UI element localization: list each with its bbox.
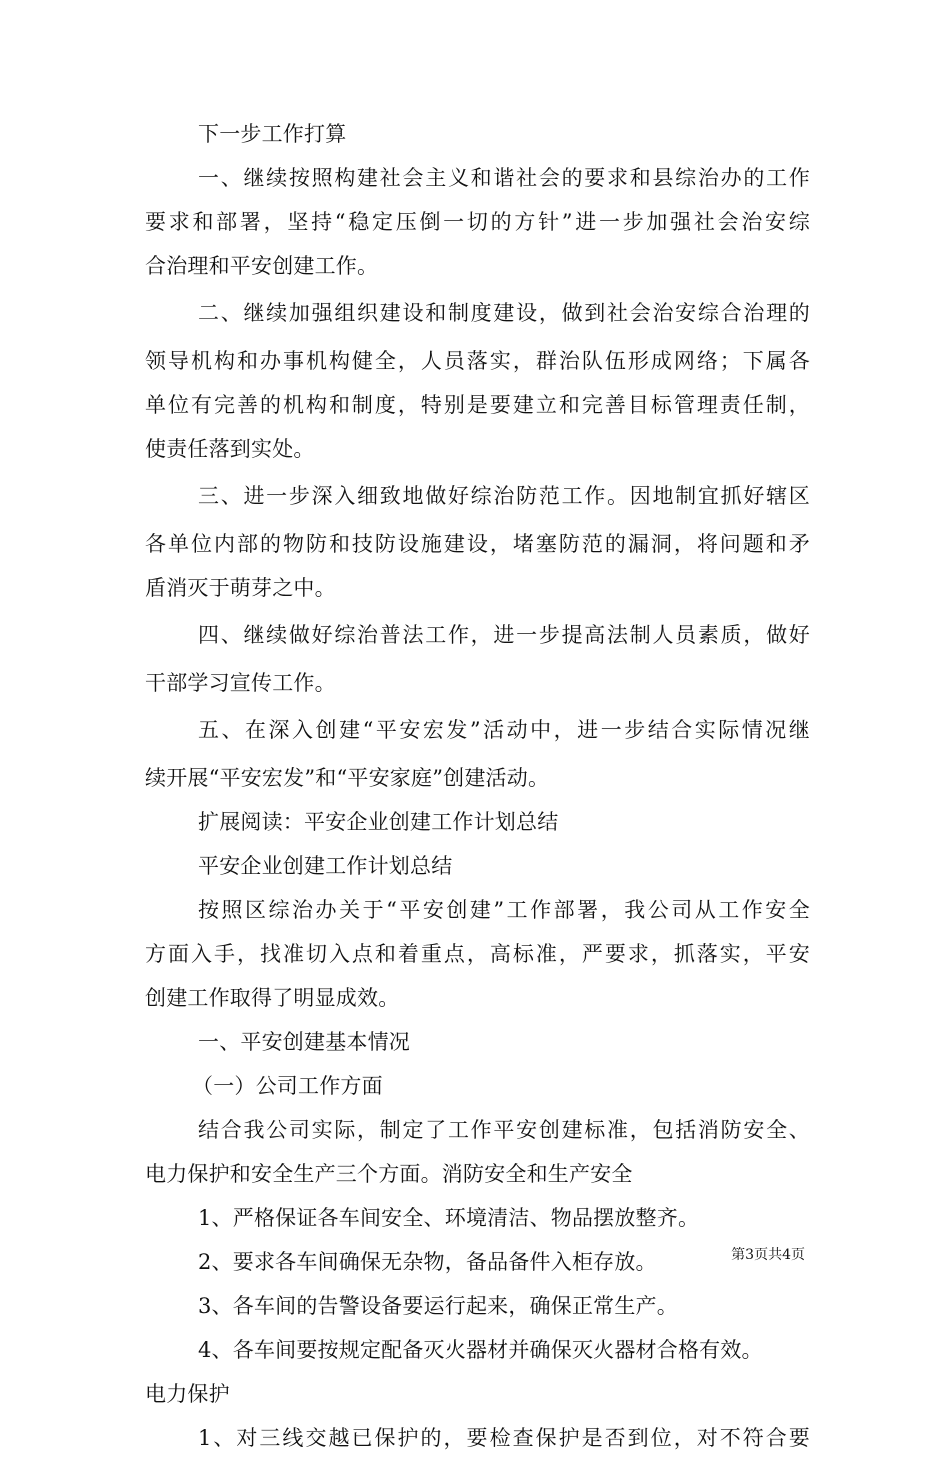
paragraph-line: 干部学习宣传工作。 xyxy=(145,671,336,695)
paragraph-line: 电力保护和安全生产三个方面。消防安全和生产安全 xyxy=(145,1162,633,1186)
list-item: 1、对三线交越已保护的，要检查保护是否到位，对不符合要 xyxy=(198,1426,810,1450)
paragraph-line: 一、继续按照构建社会主义和谐社会的要求和县综治办的工作 xyxy=(198,166,810,190)
paragraph-line: 按照区综治办关于“平安创建”工作部署，我公司从工作安全 xyxy=(198,898,810,922)
subsection-heading: （一）公司工作方面 xyxy=(192,1074,383,1098)
paragraph-line: 合治理和平安创建工作。 xyxy=(145,254,379,278)
paragraph-line: 单位有完善的机构和制度，特别是要建立和完善目标管理责任制， xyxy=(145,393,810,417)
paragraph-line: 使责任落到实处。 xyxy=(145,437,315,461)
paragraph-line: 领导机构和办事机构健全，人员落实，群治队伍形成网络；下属各 xyxy=(145,349,810,373)
paragraph-line: 创建工作取得了明显成效。 xyxy=(145,986,400,1010)
section-heading: 下一步工作打算 xyxy=(198,122,347,146)
list-item: 1、严格保证各车间安全、环境清洁、物品摆放整齐。 xyxy=(198,1206,700,1230)
list-item: 3、各车间的告警设备要运行起来，确保正常生产。 xyxy=(198,1294,678,1318)
extended-reading-heading: 扩展阅读：平安企业创建工作计划总结 xyxy=(198,810,559,834)
list-item: 2、要求各车间确保无杂物，备品备件入柜存放。 xyxy=(198,1250,657,1274)
paragraph-line: 二、继续加强组织建设和制度建设，做到社会治安综合治理的 xyxy=(198,301,810,325)
paragraph-line: 五、在深入创建“平安宏发”活动中，进一步结合实际情况继 xyxy=(198,718,810,742)
section-title: 平安企业创建工作计划总结 xyxy=(198,854,453,878)
list-item: 4、各车间要按规定配备灭火器材并确保灭火器材合格有效。 xyxy=(198,1338,763,1362)
paragraph-line: 结合我公司实际，制定了工作平安创建标准，包括消防安全、 xyxy=(198,1118,810,1142)
subsection-heading: 电力保护 xyxy=(145,1382,230,1406)
paragraph-line: 方面入手，找准切入点和着重点，高标准，严要求，抓落实，平安 xyxy=(145,942,810,966)
paragraph-line: 续开展“平安宏发”和“平安家庭”创建活动。 xyxy=(145,766,550,790)
paragraph-line: 三、进一步深入细致地做好综治防范工作。因地制宜抓好辖区 xyxy=(198,484,810,508)
page-number: 第3页共4页 xyxy=(731,1247,805,1263)
paragraph-line: 各单位内部的物防和技防设施建设，堵塞防范的漏洞，将问题和矛 xyxy=(145,532,810,556)
document-body xyxy=(145,112,810,1460)
section-heading: 一、平安创建基本情况 xyxy=(198,1030,410,1054)
paragraph-line: 盾消灭于萌芽之中。 xyxy=(145,576,336,600)
paragraph-line: 要求和部署，坚持“稳定压倒一切的方针”进一步加强社会治安综 xyxy=(145,210,810,234)
paragraph-line: 四、继续做好综治普法工作，进一步提高法制人员素质，做好 xyxy=(198,623,810,647)
